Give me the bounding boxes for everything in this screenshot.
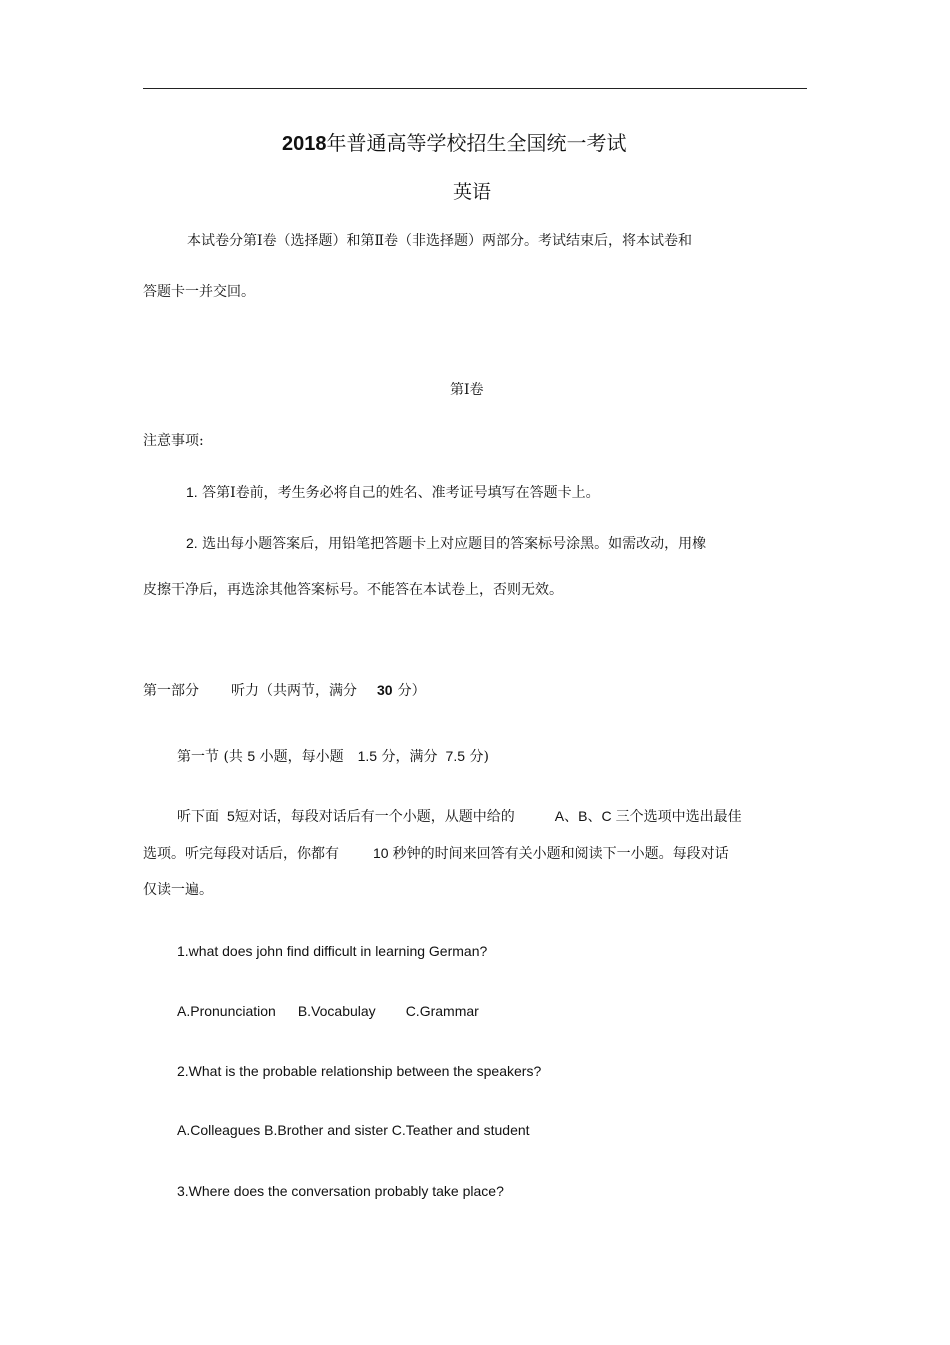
intro-line-1: 本试卷分第Ⅰ卷（选择题）和第Ⅱ卷（非选择题）两部分。考试结束后，将本试卷和 <box>187 233 693 249</box>
instr-l1-c: 短对话，每段对话后有一个小题，从题中给的 <box>234 809 515 825</box>
instr-l2-c: 秒钟的时间来回答有关小题和阅读下一小题。每段对话 <box>392 846 729 862</box>
note-item-1-text: 答第Ⅰ卷前，考生务必将自己的姓名、准考证号填写在答题卡上。 <box>202 485 600 501</box>
question-1: 1.what does john find difficult in learning German? <box>177 943 488 959</box>
note-item-1 <box>186 483 600 502</box>
instr-l2-seconds: 10 <box>373 845 389 861</box>
instructions-line-2 <box>143 844 729 863</box>
instr-l1-count: 5 <box>227 808 235 824</box>
exam-title-text: 年普通高等学校招生全国统一考试 <box>326 131 627 155</box>
section1-text-e: 分，满分 <box>381 749 438 765</box>
instr-l1-options: A、B、C <box>554 808 612 824</box>
question-2-options: A.Colleagues B.Brother and sister C.Teather and student <box>177 1122 530 1138</box>
instr-l1-a: 听下面 <box>177 809 219 825</box>
exam-year: 2018 <box>282 133 327 155</box>
q1-option-c: C.Grammar <box>405 1003 479 1019</box>
intro-line-2: 答题卡一并交回。 <box>143 284 255 300</box>
question-1-options <box>177 1002 479 1020</box>
question-2: 2.What is the probable relationship between the speakers? <box>177 1063 542 1079</box>
volume-title: 第Ⅰ卷 <box>450 382 484 398</box>
q1-option-b: B.Vocabulay <box>297 1003 376 1019</box>
subject-title: 英语 <box>453 181 492 203</box>
exam-title <box>282 130 627 157</box>
part1-score: 30 <box>377 682 393 698</box>
note-item-2-number: 2. <box>186 535 198 551</box>
part1-desc: 听力（共两节，满分 <box>231 683 357 699</box>
section1-text-a: 第一节 (共 <box>177 749 243 765</box>
section1-count: 5 <box>247 748 256 764</box>
instr-l1-e: 三个选项中选出最佳 <box>615 809 742 825</box>
section1-heading <box>177 747 489 766</box>
section1-text-g: 分) <box>469 749 489 765</box>
question-3: 3.Where does the conversation probably take place? <box>177 1183 504 1199</box>
note-item-1-number: 1. <box>186 484 198 500</box>
q1-option-a: A.Pronunciation <box>177 1003 276 1019</box>
section1-each-score: 1.5 <box>357 748 378 764</box>
note-item-2-text: 选出每小题答案后，用铅笔把答题卡上对应题目的答案标号涂黑。如需改动，用橡 <box>202 536 707 552</box>
header-rule <box>143 88 807 89</box>
instructions-line-3: 仅读一遍。 <box>143 882 213 898</box>
section1-text-c: 小题，每小题 <box>259 749 344 765</box>
note-item-2-continued: 皮擦干净后，再选涂其他答案标号。不能答在本试卷上，否则无效。 <box>143 582 563 598</box>
instructions-line-1 <box>177 807 742 826</box>
part1-heading <box>143 681 426 700</box>
section1-total-score: 7.5 <box>445 748 466 764</box>
part1-desc-end: 分） <box>397 683 426 699</box>
notes-heading: 注意事项: <box>143 433 204 449</box>
note-item-2 <box>186 534 706 553</box>
part1-label: 第一部分 <box>143 683 199 699</box>
instr-l2-a: 选项。听完每段对话后，你都有 <box>143 846 339 862</box>
